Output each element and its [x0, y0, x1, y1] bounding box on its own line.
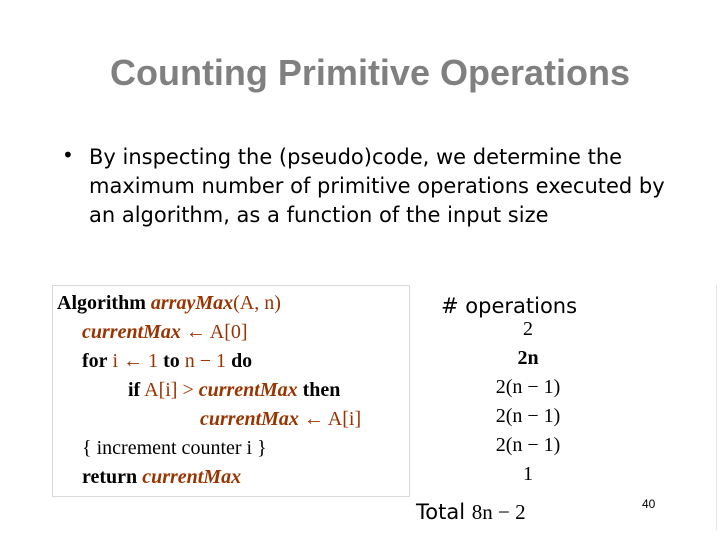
operations-header: # operations	[441, 294, 578, 318]
bullet-text: By inspecting the (pseudo)code, we determine the maximum number of primitive operations executed by an algorithm, as a function of the input size	[89, 145, 665, 227]
algorithm-name: arrayMax	[150, 292, 234, 314]
code-keyword: do	[231, 350, 253, 372]
code-expr: i ← 1	[112, 350, 159, 372]
code-keyword: for	[82, 350, 108, 372]
operations-total	[416, 500, 526, 525]
page-number: 40	[642, 497, 656, 511]
code-expr: A[i] >	[144, 379, 199, 401]
code-var: currentMax	[82, 321, 181, 343]
code-expr: n − 1	[184, 350, 227, 372]
code-line-return	[82, 463, 241, 492]
code-var: currentMax	[200, 408, 299, 430]
operations-count: 2(n − 1)	[495, 376, 561, 398]
slide-title: Counting Primitive Operations	[109, 52, 631, 93]
operations-count: 2(n − 1)	[495, 434, 561, 456]
code-line-comment: { increment counter i }	[82, 437, 267, 459]
code-expr: ← A[0]	[185, 321, 248, 343]
code-var: currentMax	[198, 379, 298, 401]
code-line-if	[128, 376, 340, 405]
code-keyword: return	[82, 466, 138, 488]
total-label: Total	[416, 500, 466, 524]
operations-count: 2n	[517, 347, 539, 369]
code-keyword: if	[128, 379, 141, 401]
code-var: currentMax	[142, 466, 242, 488]
operations-count: 1	[523, 463, 533, 485]
algorithm-keyword: Algorithm	[57, 292, 146, 314]
total-value: 8n − 2	[471, 500, 526, 524]
code-expr: ← A[i]	[303, 408, 362, 430]
code-line-assign	[200, 405, 361, 434]
code-keyword: then	[302, 379, 341, 401]
operations-count: 2	[523, 318, 533, 340]
code-line-init	[82, 318, 248, 347]
code-line-for	[82, 347, 252, 376]
bullet-marker: •	[62, 143, 74, 167]
code-keyword: to	[163, 350, 180, 372]
code-line-signature	[57, 289, 281, 318]
algorithm-signature: (A, n)	[233, 292, 281, 314]
operations-count: 2(n − 1)	[495, 405, 561, 427]
